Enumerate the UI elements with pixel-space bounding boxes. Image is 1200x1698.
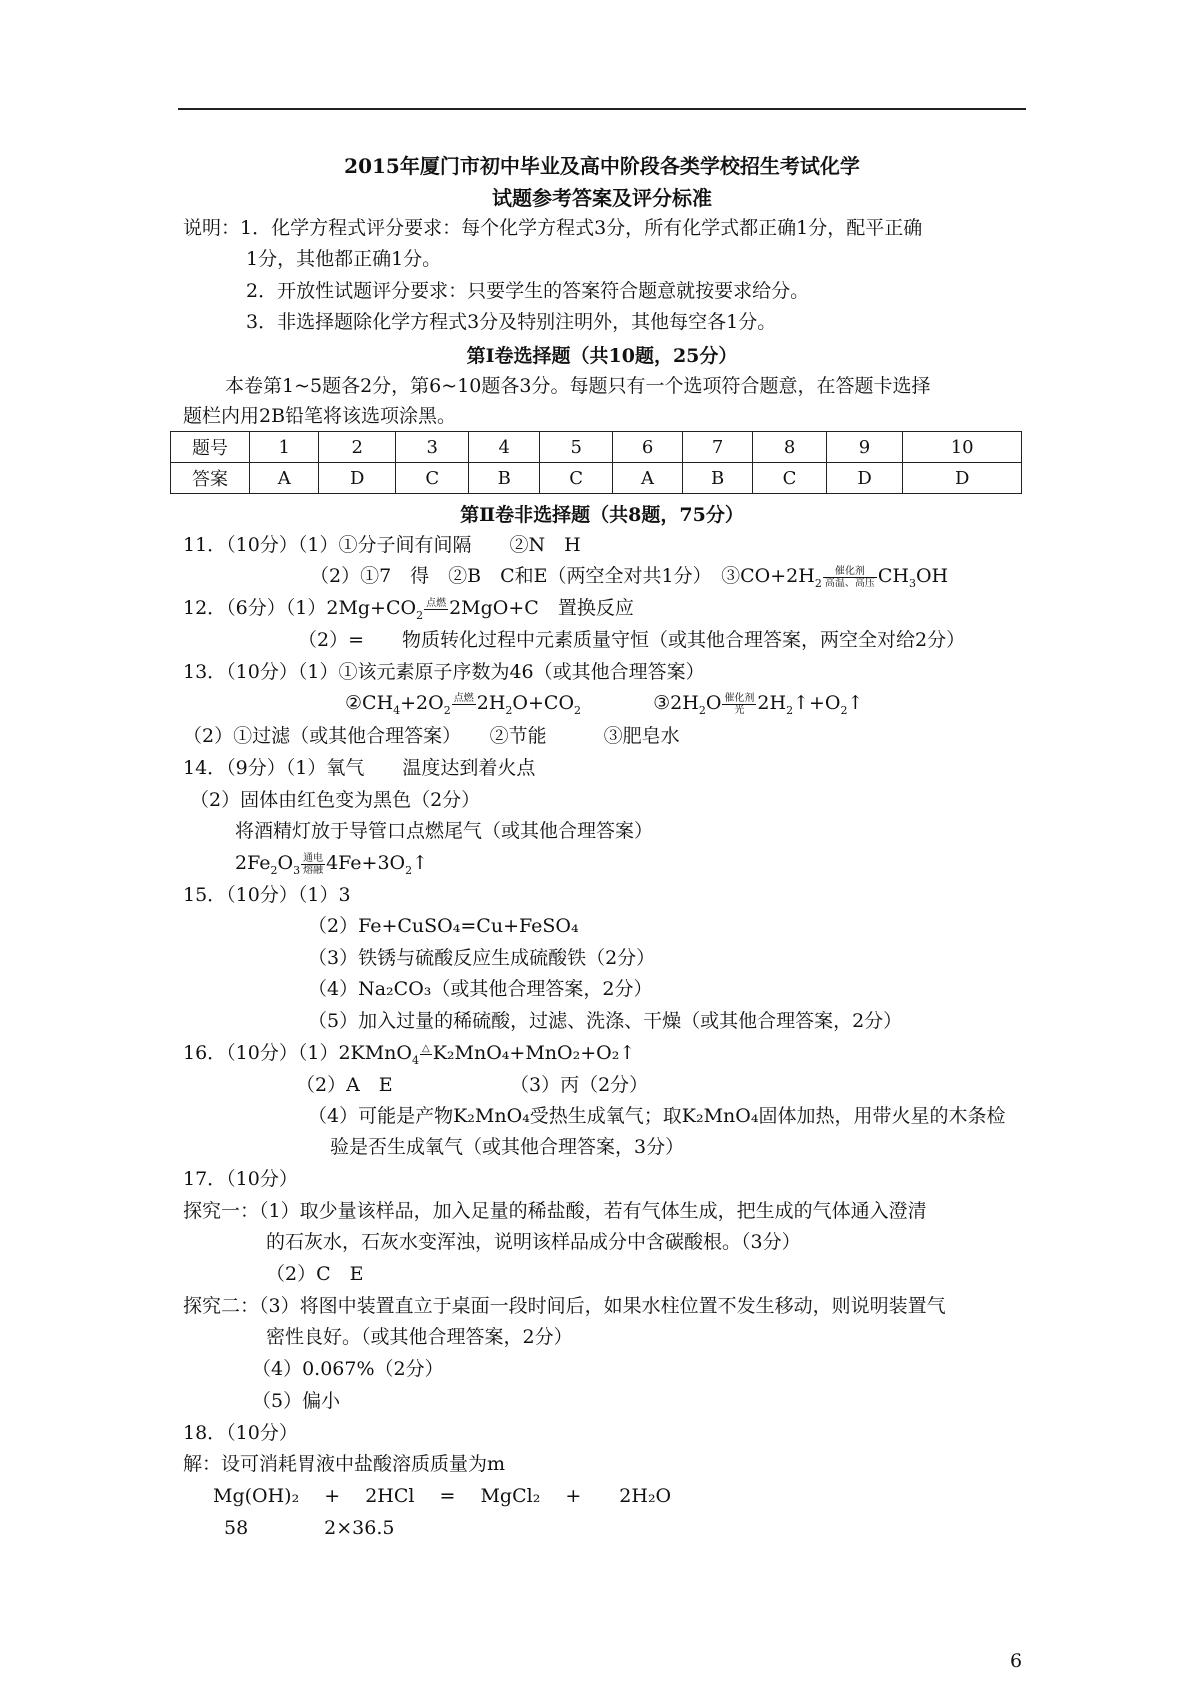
q12-line-2: （2）= 物质转化过程中元素质量守恒（或其他合理答案，两空全对给2分）	[298, 629, 966, 651]
q11-line-2: （2）①7 得 ②B C和E（两空全对共1分） $③CO+2H_2$ 催化剂 高温、高压 $CH_3OH$	[310, 565, 949, 590]
table-cell: D	[903, 463, 1022, 494]
table-row-numbers	[171, 432, 1022, 463]
answer-table	[170, 431, 1022, 494]
reaction-condition: 通电 熔融	[303, 852, 324, 876]
q12-line-1: 12．（6分）$(1)2Mg+CO_2$ 点燃 2MgO+C 置换反应	[183, 597, 634, 622]
table-cell: 1	[250, 432, 319, 463]
note-1: 说明：1．化学方程式评分要求：每个化学方程式3分，所有化学式都正确1分，配平正确	[183, 217, 923, 239]
q17-line-7: （4）0.067%（2分）	[252, 1358, 444, 1380]
reaction-condition: 点燃	[453, 692, 474, 704]
note-3: 3．非选择题除化学方程式3分及特别注明外，其他每空各1分。	[246, 311, 777, 333]
q16-line-3: （4）可能是产物K₂MnO₄受热生成氧气；取K₂MnO₄固体加热，用带火星的木条检	[308, 1105, 1006, 1127]
q15-line-1: 15．（10分）（1）3	[183, 884, 351, 906]
page-number: 6	[1010, 1650, 1023, 1672]
reaction-condition: 催化剂 高温、高压	[824, 565, 875, 589]
table-cell: C	[396, 463, 469, 494]
note-2: 2．开放性试题评分要求：只要学生的答案符合题意就按要求给分。	[246, 280, 810, 302]
q17-line-1: 17．（10分）	[183, 1168, 298, 1190]
q14-line-3: 将酒精灯放于导管口点燃尾气（或其他合理答案）	[235, 820, 654, 842]
table-header-answer: 答案	[171, 463, 250, 494]
table-cell: A	[250, 463, 319, 494]
document-title-line-2: 试题参考答案及评分标准	[492, 186, 712, 210]
table-cell: 5	[540, 432, 613, 463]
q16-line-2b: （3）丙（2分）	[510, 1074, 649, 1096]
table-row-answers	[171, 463, 1022, 494]
table-cell: B	[469, 463, 540, 494]
q11-line-1: 11．（10分）（1）①分子间有间隔 ②N H	[183, 534, 581, 556]
table-cell: D	[826, 463, 903, 494]
document-title-line-1: 2015年厦门市初中毕业及高中阶段各类学校招生考试化学	[344, 154, 860, 178]
q14-line-2: （2）固体由红色变为黑色（2分）	[190, 789, 481, 811]
q16-line-2a: （2）A E	[296, 1074, 393, 1096]
q15-line-3: （3）铁锈与硫酸反应生成硫酸铁（2分）	[308, 947, 656, 969]
table-cell: C	[753, 463, 826, 494]
q16-line-1: 16．（10分）（1）2KMnO$_4$ △ K₂MnO₄+MnO₂+O₂↑	[183, 1042, 636, 1067]
q18-molar-mass: 58 2×36.5	[224, 1517, 395, 1539]
table-cell: 6	[613, 432, 682, 463]
part-1-intro: 本卷第1~5题各2分，第6~10题各3分。每题只有一个选项符合题意，在答题卡选择	[225, 375, 931, 397]
q17-line-4: （2）C E	[266, 1263, 364, 1285]
top-rule	[178, 108, 1026, 110]
table-cell: 10	[903, 432, 1022, 463]
q17-line-2: 探究一：（1）取少量该样品，加入足量的稀盐酸，若有气体生成，把生成的气体通入澄清	[183, 1200, 927, 1222]
part-1-intro-continued: 题栏内用2B铅笔将该选项涂黑。	[183, 405, 457, 427]
table-cell: D	[319, 463, 396, 494]
table-header-number: 题号	[171, 432, 250, 463]
table-cell: 7	[682, 432, 753, 463]
q15-line-5: （5）加入过量的稀硫酸，过滤、洗涤、干燥（或其他合理答案，2分）	[308, 1010, 903, 1032]
q17-line-5: 探究二：（3）将图中装置直立于桌面一段时间后，如果水柱位置不发生移动，则说明装置气	[183, 1295, 946, 1317]
reaction-condition: 点燃	[426, 597, 447, 609]
part-2-heading: 第Ⅱ卷非选择题（共8题，75分）	[460, 504, 744, 526]
table-cell: A	[613, 463, 682, 494]
part-1-heading: 第Ⅰ卷选择题（共10题，25分）	[466, 345, 738, 367]
table-cell: 3	[396, 432, 469, 463]
reaction-condition: △	[422, 1042, 430, 1054]
table-cell: 2	[319, 432, 396, 463]
table-cell: B	[682, 463, 753, 494]
q18-line-1: 18．（10分）	[183, 1422, 298, 1444]
q18-line-2: 解：设可消耗胃液中盐酸溶质质量为m	[183, 1453, 506, 1475]
q16-line-4: 验是否生成氧气（或其他合理答案，3分）	[330, 1136, 685, 1158]
table-cell: 4	[469, 432, 540, 463]
table-cell: 8	[753, 432, 826, 463]
q14-line-1: 14．（9分）（1）氧气 温度达到着火点	[183, 757, 536, 779]
q15-line-4: （4）Na₂CO₃（或其他合理答案，2分）	[308, 978, 653, 1000]
table-cell: 9	[826, 432, 903, 463]
q18-equation: Mg(OH)₂ + 2HCl = MgCl₂ + 2H₂O	[213, 1485, 672, 1507]
q13-line-1: 13．（10分）（1）①该元素原子序数为46（或其他合理答案）	[183, 661, 705, 683]
q13-line-3: （2）①过滤（或其他合理答案） ②节能 ③肥皂水	[183, 725, 680, 747]
q15-line-2: （2）Fe+CuSO₄=Cu+FeSO₄	[308, 915, 579, 937]
note-1-continued: 1分，其他都正确1分。	[246, 248, 442, 270]
q17-line-3: 的石灰水，石灰水变浑浊，说明该样品成分中含碳酸根。（3分）	[266, 1231, 801, 1253]
q17-line-6: 密性良好。（或其他合理答案，2分）	[266, 1326, 573, 1348]
q17-line-8: （5）偏小	[252, 1390, 341, 1412]
table-cell: C	[540, 463, 613, 494]
q14-line-4: $2Fe_2O_3$ 通电 熔融 $4Fe+3O_2↑$	[235, 852, 429, 877]
reaction-condition: 催化剂 光	[724, 692, 755, 716]
q13-line-2: $②CH_4+2O_2$ 点燃 $2H_2O+CO_2$ $③2H_2O$ 催化剂 光 $2H_2↑+O_2↑$	[345, 692, 864, 717]
